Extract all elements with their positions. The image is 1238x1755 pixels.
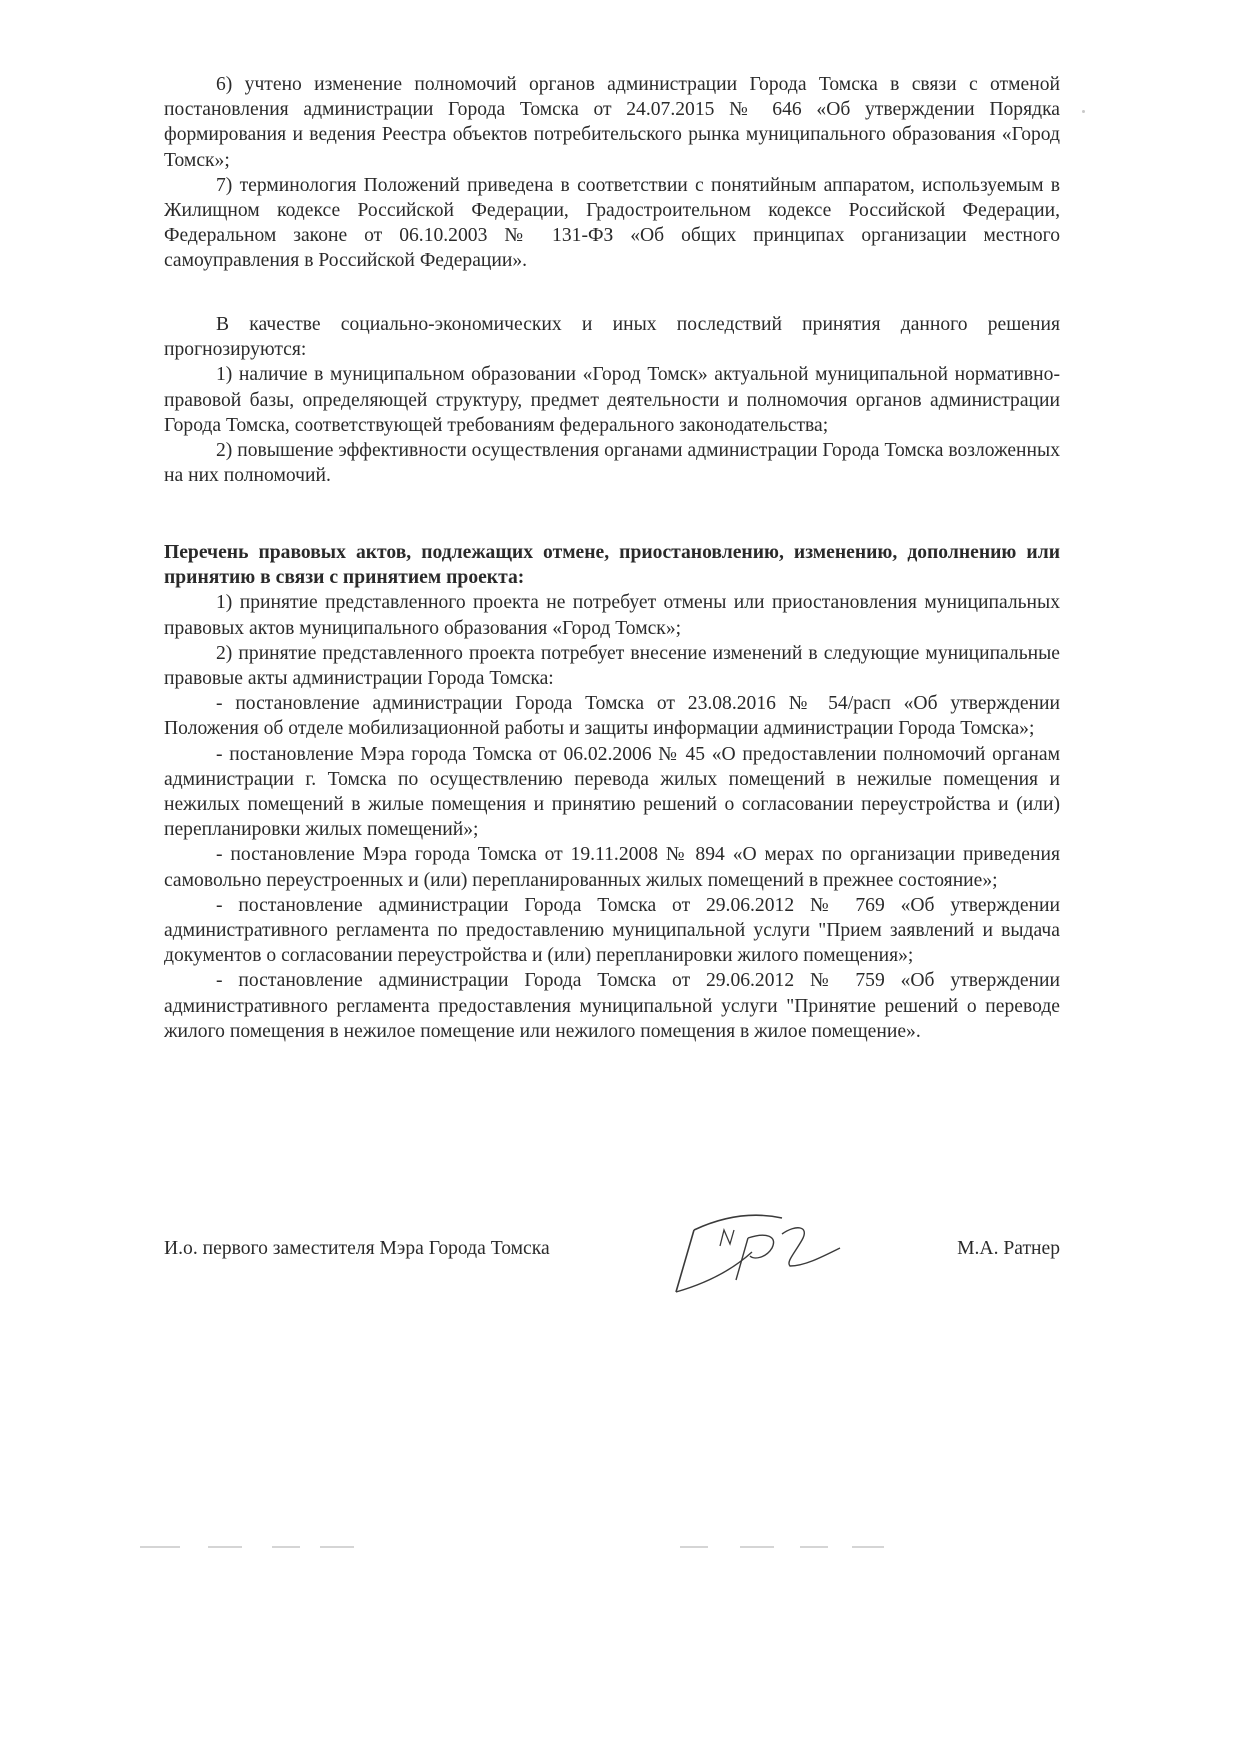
legal-acts-heading: Перечень правовых актов, подлежащих отмене, приостановлению, изменению, дополнению или принятию в связи с принятием проекта: xyxy=(164,542,1060,589)
signatory-name: М.А. Ратнер xyxy=(957,1238,1060,1259)
consequences-item-1: 1) наличие в муниципальном образовании «Город Томск» актуальной муниципальной нормативно-правовой базы, определяющей структуру, предмет деятельности и полномочия органов администрации Города Томска, соответствующей требованиям федерального законодательства; xyxy=(164,364,1060,436)
paragraph-item-6: 6) учтено изменение полномочий органов администрации Города Томска в связи с отменой постановления администрации Города Томска от 24.07.2015 № 646 «Об утверждении Порядка формирования и ведения Реестра объектов потребительского рынка муниципального образования «Город Томск»; xyxy=(164,74,1060,171)
legal-act-entry: - постановление администрации Города Томска от 23.08.2016 № 54/расп «Об утверждении Положения об отделе мобилизационной работы и защиты информации администрации Города Томска»; xyxy=(164,693,1060,740)
legal-acts-section xyxy=(164,540,1060,1044)
legal-act-entry: - постановление Мэра города Томска от 19.11.2008 № 894 «О мерах по организации приведения самовольно переустроенных и (или) перепланированных жилых помещений в прежнее состояние»; xyxy=(164,844,1060,891)
handwritten-signature xyxy=(664,1210,854,1300)
legal-act-entry: - постановление администрации Города Томска от 29.06.2012 № 769 «Об утверждении административного регламента по предоставлению муниципальной услуги "Прием заявлений и выдача документов о согласовании переустройства и (или) перепланировки жилого помещения»; xyxy=(164,894,1060,967)
paragraph-item-7: 7) терминология Положений приведена в соответствии с понятийным аппаратом, используемым в Жилищном кодексе Российской Федерации, Градостроительном кодексе Российской Федерации, Федеральном законе от 06.10.2003 № 131-ФЗ «Об общих принципах организации местного самоуправления в Российской Федерации». xyxy=(164,174,1060,272)
consequences-item-2: 2) повышение эффективности осуществления органами администрации Города Томска возложенных на них полномочий. xyxy=(164,440,1060,487)
changes-list-continued xyxy=(164,72,1060,274)
consequences-section xyxy=(164,312,1060,488)
legal-acts-item-2: 2) принятие представленного проекта потребует внесение изменений в следующие муниципальные правовые акты администрации Города Томска: xyxy=(164,642,1060,690)
scan-artifact-dot xyxy=(1082,110,1085,113)
signatory-title: И.о. первого заместителя Мэра Города Томска xyxy=(164,1238,550,1259)
legal-act-entry: - постановление Мэра города Томска от 06.02.2006 № 45 «О предоставлении полномочий органам администрации г. Томска по осуществлению перевода жилых помещений в нежилые помещения и нежилых помещений в жилые помещения и принятию решений о согласовании переустройства и (или) перепланировки жилых помещений»; xyxy=(164,743,1060,841)
consequences-intro: В качестве социально-экономических и иных последствий принятия данного решения прогнозируются: xyxy=(164,314,1060,361)
legal-acts-item-1: 1) принятие представленного проекта не потребует отмены или приостановления муниципальных правовых актов муниципального образования «Город Томск»; xyxy=(164,592,1060,639)
signature-block xyxy=(164,1230,1060,1310)
legal-act-entry: - постановление администрации Города Томска от 29.06.2012 № 759 «Об утверждении административного регламента предоставления муниципальной услуги "Принятие решений о переводе жилого помещения в нежилое помещение или нежилого помещения в жилое помещение». xyxy=(164,970,1060,1042)
scan-edge-artifacts xyxy=(140,1544,1060,1550)
